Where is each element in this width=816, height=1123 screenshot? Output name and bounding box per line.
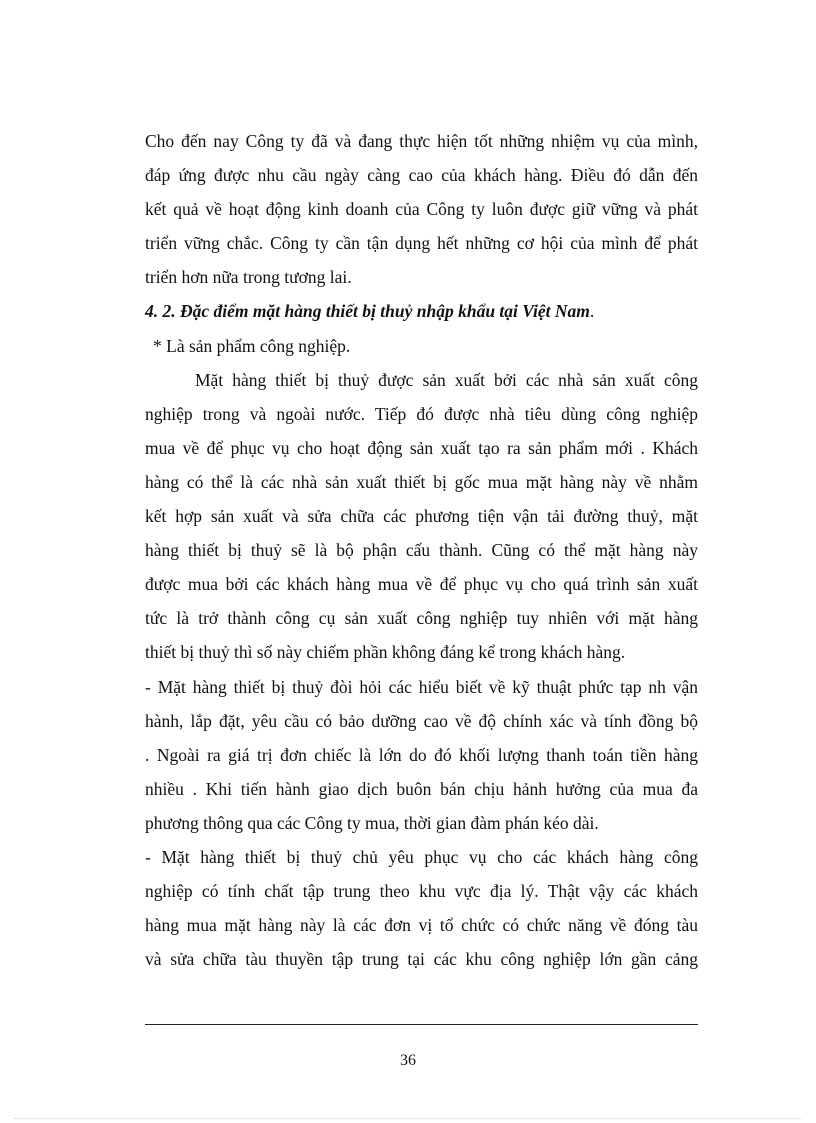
text-line: hàng có thể là các nhà sản xuất thiết bị gốc mua mặt hàng này về nhằm xyxy=(145,471,698,492)
text-line: nghiệp có tính chất tập trung theo khu vực địa lý. Thật vậy các khách xyxy=(145,881,698,902)
text-line: được mua bởi các khách hàng mua về để phục vụ cho quá trình sản xuất xyxy=(145,574,698,595)
text-line: hành, lắp đặt, yêu cầu có bảo dưỡng cao về độ chính xác và tính đồng bộ xyxy=(145,710,698,731)
text-line: - Mặt hàng thiết bị thuỷ đòi hỏi các hiểu biết về kỹ thuật phức tạp nh vận xyxy=(145,676,698,697)
text-line: tức là trở thành công cụ sản xuất công nghiệp tuy nhiên với mặt hàng xyxy=(145,608,698,629)
text-line: . Ngoài ra giá trị đơn chiếc là lớn do đó khối lượng thanh toán tiền hàng xyxy=(145,744,698,765)
text-line: hàng thiết bị thuỷ sẽ là bộ phận cấu thành. Cũng có thể mặt hàng này xyxy=(145,540,698,561)
section-heading-period: . xyxy=(589,301,595,322)
text-line: nghiệp trong và ngoài nước. Tiếp đó được nhà tiêu dùng công nghiệp xyxy=(145,403,698,424)
text-line: Cho đến nay Công ty đã và đang thực hiện tốt những nhiệm vụ của mình, xyxy=(145,131,698,151)
text-line: nhiều . Khi tiến hành giao dịch buôn bán chịu hảnh hưởng của mua đa xyxy=(145,778,698,799)
text-line: - Mặt hàng thiết bị thuỷ chủ yêu phục vụ cho các khách hàng công xyxy=(145,846,698,867)
text-line: và sửa chữa tàu thuyền tập trung tại các khu công nghiệp lớn gần cảng xyxy=(145,949,698,970)
text-line: phương thông qua các Công ty mua, thời gian đàm phán kéo dài. xyxy=(145,812,599,833)
text-line: triển hơn nữa trong tương lai. xyxy=(145,267,352,288)
page-number: 36 xyxy=(400,1052,416,1069)
text-line: Mặt hàng thiết bị thuỷ được sản xuất bởi các nhà sản xuất công xyxy=(195,369,698,390)
text-line: triển vững chắc. Công ty cần tận dụng hết những cơ hội của mình để phát xyxy=(145,233,698,254)
section-heading-text: 4. 2. Đặc điểm mặt hàng thiết bị thuỷ nhập khẩu tại Việt Nam xyxy=(145,301,590,322)
bullet-line: * Là sản phẩm công nghiệp. xyxy=(153,335,351,356)
text-line: kết quả về hoạt động kinh doanh của Công ty luôn được giữ vững và phát xyxy=(145,199,698,220)
section-heading xyxy=(145,294,698,328)
text-line: hàng mua mặt hàng này là các đơn vị tổ chức có chức năng về đóng tàu xyxy=(145,915,698,936)
text-line: mua về để phục vụ cho hoạt động sản xuất tạo ra sản phẩm mới . Khách xyxy=(145,437,698,458)
text-line: kết hợp sản xuất và sửa chữa các phương tiện vận tải đường thuỷ, mặt xyxy=(145,506,698,527)
page-bottom-border xyxy=(14,1118,802,1119)
text-line: thiết bị thuỷ thì số này chiếm phần không đáng kể trong khách hàng. xyxy=(145,642,626,663)
text-line: đáp ứng được nhu cầu ngày càng cao của khách hàng. Điều đó dẫn đến xyxy=(145,165,698,186)
body-text xyxy=(145,124,698,976)
footer-rule xyxy=(145,1024,698,1025)
